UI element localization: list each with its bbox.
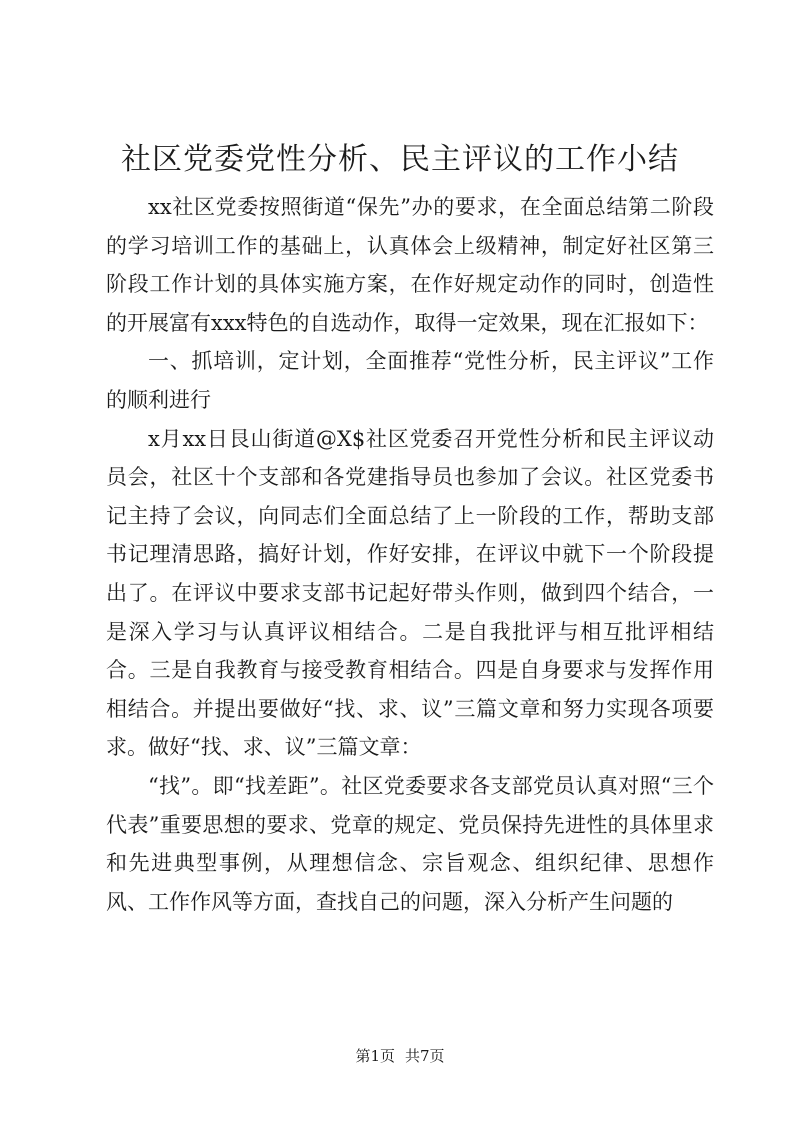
paragraph-section-heading: 一、抓培训，定计划，全面推荐“党性分析，民主评议”工作的顺利进行: [106, 349, 714, 412]
page-total: 共7页: [405, 1047, 445, 1065]
document-title: 社区党委党性分析、民主评议的工作小结: [121, 142, 679, 177]
paragraph-meeting: x月xx日艮山街道@X$社区党委召开党性分析和民主评议动员会，社区十个支部和各党建指导员也参加了会议。社区党委书记主持了会议，向同志们全面总结了上一阶段的工作，帮助支部书记理清思路，搞好计划，作好安排，在评议中就下一个阶段提出了。在评议中要求支部书记起好带头作则，做到四个结合，一是深入学习与认真评议相结合。二是自我批评与相互批评相结合。三是自我教育与接受教育相结合。四是自身要求与发挥作用相结合。并提出要做好“找、求、议”三篇文章和努力实现各项要求。做好“找、求、议”三篇文章：: [106, 426, 714, 760]
document-body: [106, 188, 714, 921]
page-footer: [0, 1046, 800, 1066]
paragraph-find-gap: “找”。即“找差距”。社区党委要求各支部党员认真对照“三个代表”重要思想的要求、党章的规定、党员保持先进性的具体里求和先进典型事例，从理想信念、宗旨观念、组织纪律、思想作风、工作作风等方面，查找自己的问题，深入分析产生问题的: [106, 773, 714, 914]
page-number: 第1页: [355, 1047, 395, 1065]
paragraph-intro: xx社区党委按照街道“保先”办的要求，在全面总结第二阶段的学习培训工作的基础上，认真体会上级精神，制定好社区第三阶段工作计划的具体实施方案，在作好规定动作的同时，创造性的开展富有xxx特色的自选动作，取得一定效果，现在汇报如下：: [106, 195, 714, 335]
